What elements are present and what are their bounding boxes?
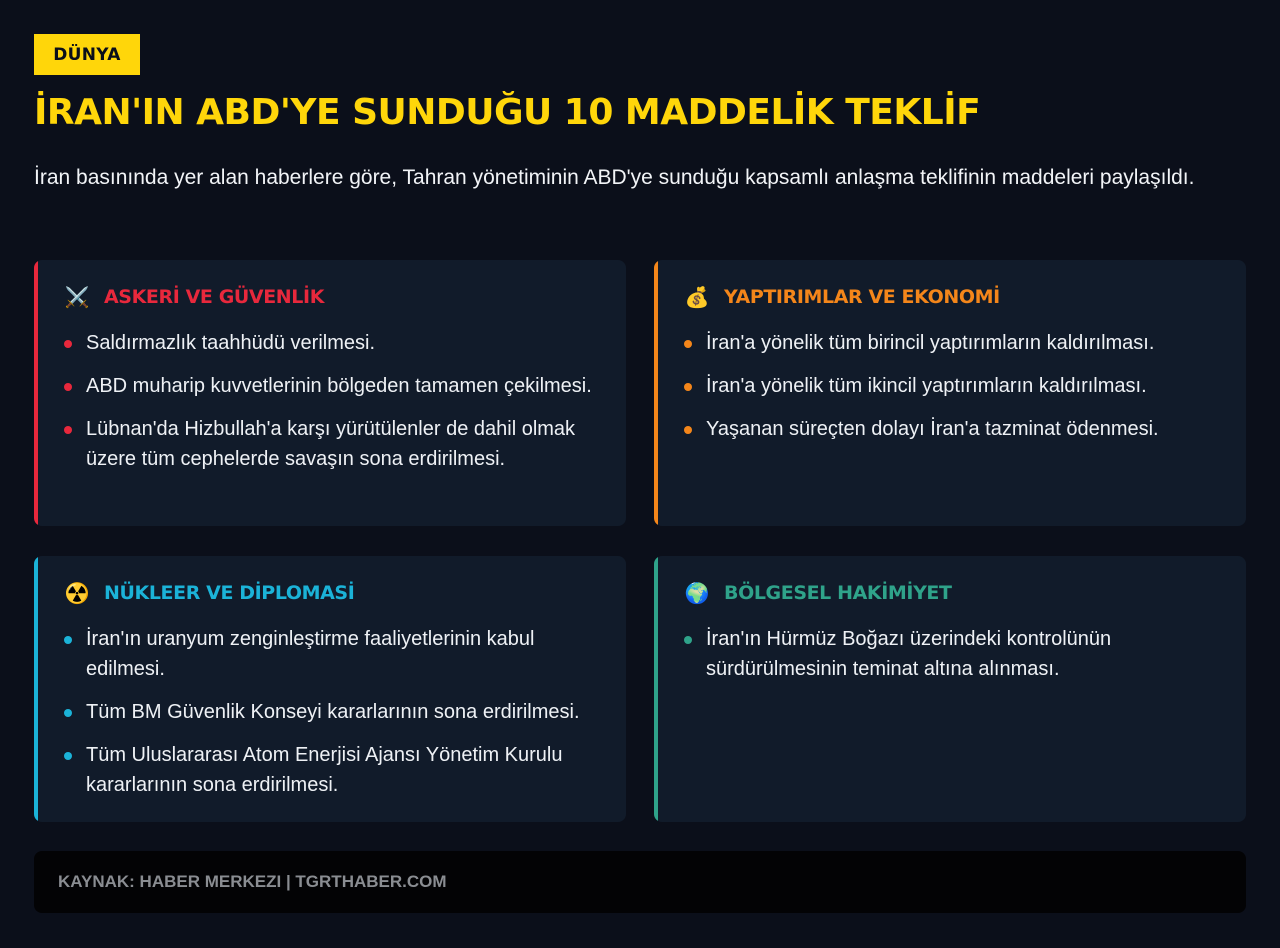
card-title: YAPTIRIMLAR VE EKONOMİ (724, 286, 1000, 308)
list-item-text: İran'a yönelik tüm ikincil yaptırımların kaldırılması. (706, 375, 1147, 397)
bullet-dot-icon (684, 426, 692, 434)
item-list (684, 328, 1226, 457)
list-item (684, 414, 1226, 444)
item-list (684, 624, 1226, 697)
card-nuclear-diplomacy (34, 556, 626, 822)
source-footer (34, 851, 1246, 913)
bullet-dot-icon (684, 636, 692, 644)
bullet-dot-icon (64, 426, 72, 434)
bullet-dot-icon (64, 709, 72, 717)
list-item-text: ABD muharip kuvvetlerinin bölgeden tamamen çekilmesi. (86, 375, 592, 397)
card-regional-dominance (654, 556, 1246, 822)
list-item (684, 328, 1226, 358)
card-accent-bar (34, 260, 38, 526)
list-item-text: Lübnan'da Hizbullah'a karşı yürütülenler de dahil olmak üzere tüm cephelerde savaşın sona erdirilmesi. (86, 418, 576, 470)
list-item (64, 371, 606, 401)
list-item (64, 624, 606, 684)
card-accent-bar (654, 260, 658, 526)
page-subtitle: İran basınında yer alan haberlere göre, Tahran yönetiminin ABD'ye sunduğu kapsamlı anlaşma teklifinin maddeleri paylaşıldı. (34, 166, 1195, 189)
bullet-dot-icon (64, 383, 72, 391)
card-military-security (34, 260, 626, 526)
card-title: NÜKLEER VE DİPLOMASİ (104, 582, 355, 604)
card-accent-bar (654, 556, 658, 822)
globe-icon: 🌍 (684, 581, 710, 605)
card-title: ASKERİ VE GÜVENLİK (104, 286, 325, 308)
list-item (64, 740, 606, 800)
list-item-text: Tüm Uluslararası Atom Enerjisi Ajansı Yönetim Kurulu kararlarının sona erdirilmesi. (86, 744, 563, 796)
list-item (684, 371, 1226, 401)
radioactive-icon: ☢️ (64, 581, 90, 605)
item-list (64, 328, 606, 487)
bullet-dot-icon (684, 383, 692, 391)
card-title: BÖLGESEL HAKİMİYET (724, 582, 952, 604)
bullet-dot-icon (64, 752, 72, 760)
source-text: KAYNAK: HABER MERKEZI | TGRTHABER.COM (58, 872, 447, 891)
list-item (64, 328, 606, 358)
list-item-text: İran'ın Hürmüz Boğazı üzerindeki kontrolünün sürdürülmesinin teminat altına alınması. (706, 628, 1112, 680)
list-item (64, 414, 606, 474)
card-header (64, 580, 354, 606)
list-item-text: İran'ın uranyum zenginleştirme faaliyetlerinin kabul edilmesi. (86, 628, 535, 680)
card-header (684, 284, 1000, 310)
list-item (64, 697, 606, 727)
list-item-text: İran'a yönelik tüm birincil yaptırımların kaldırılması. (706, 332, 1155, 354)
card-sanctions-economy (654, 260, 1246, 526)
card-accent-bar (34, 556, 38, 822)
page-title: İRAN'IN ABD'YE SUNDUĞU 10 MADDELİK TEKLİF (34, 92, 981, 133)
crossed-swords-icon: ⚔️ (64, 285, 90, 309)
list-item-text: Yaşanan süreçten dolayı İran'a tazminat ödenmesi. (706, 418, 1159, 440)
category-badge: DÜNYA (34, 34, 140, 75)
money-bag-icon: 💰 (684, 285, 710, 309)
item-list (64, 624, 606, 813)
list-item (684, 624, 1226, 684)
bullet-dot-icon (64, 636, 72, 644)
bullet-dot-icon (684, 340, 692, 348)
list-item-text: Saldırmazlık taahhüdü verilmesi. (86, 332, 376, 354)
list-item-text: Tüm BM Güvenlik Konseyi kararlarının sona erdirilmesi. (86, 701, 580, 723)
card-header (684, 580, 952, 606)
card-header (64, 284, 324, 310)
bullet-dot-icon (64, 340, 72, 348)
